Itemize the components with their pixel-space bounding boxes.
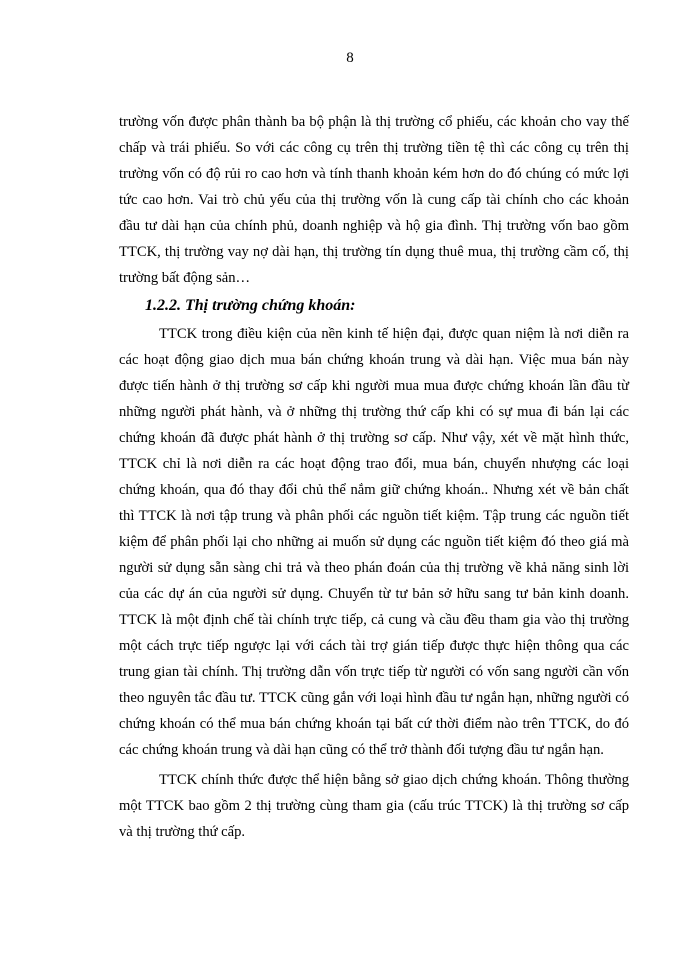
page-number: 8 [346, 50, 354, 66]
paragraph-stock-market-definition: TTCK trong điều kiện của nền kinh tế hiện đại, được quan niệm là nơi diễn ra các hoạt động giao dịch mua bán chứng khoán trung và dài hạn. Việc mua bán này được tiến hành ở thị trường sơ cấp khi người mua mua được chứng khoán lần đầu từ những người phát hành, và ở những thị trường thứ cấp khi có sự mua đi bán lại các chứng khoán đã được phát hành ở thị trường sơ cấp. Như vậy, xét về mặt hình thức, TTCK chỉ là nơi diễn ra các hoạt động trao đổi, mua bán, chuyển nhượng các loại chứng khoán, qua đó thay đổi chủ thể nắm giữ chứng khoán.. Nhưng xét về bản chất thì TTCK là nơi tập trung và phân phối các nguồn tiết kiệm. Tập trung các nguồn tiết kiệm để phân phối lại cho những ai muốn sử dụng các nguồn tiết kiệm đó theo giá mà người sử dụng sẵn sàng chi trả và theo phán đoán của thị trường về khả năng sinh lời của các dự án của người sử dụng. Chuyển từ tư bản sở hữu sang tư bản kinh doanh. TTCK là một định chế tài chính trực tiếp, cả cung và cầu đều tham gia vào thị trường một cách trực tiếp ngược lại với cách tài trợ gián tiếp được thực hiện thông qua các trung gian tài chính. Thị trường dẫn vốn trực tiếp từ người có vốn sang người cần vốn theo nguyên tắc đầu tư. TTCK cũng gắn với loại hình đầu tư ngắn hạn, những người có chứng khoán có thể mua bán chứng khoán tại bất cứ thời điểm nào trên TTCK, do đó các chứng khoán trung và dài hạn cũng có thể trở thành đối tượng đầu tư ngắn hạn. [119, 326, 629, 758]
paragraph-capital-market: trường vốn được phân thành ba bộ phận là thị trường cổ phiếu, các khoản cho vay thế chấp và trái phiếu. So với các công cụ trên thị trường tiền tệ thì các công cụ trên thị trường vốn có độ rủi ro cao hơn và tính thanh khoản kém hơn do đó chúng có mức lợi tức cao hơn. Vai trò chủ yếu của thị trường vốn là cung cấp tài chính cho các khoản đầu tư dài hạn của chính phủ, doanh nghiệp và hộ gia đình. Thị trường vốn bao gồm TTCK, thị trường vay nợ dài hạn, thị trường tín dụng thuê mua, thị trường cầm cố, thị trường bất động sản… [119, 114, 629, 286]
document-body [119, 109, 629, 845]
paragraph-stock-exchange: TTCK chính thức được thể hiện bằng sở giao dịch chứng khoán. Thông thường một TTCK bao gồm 2 thị trường cùng tham gia (cấu trúc TTCK) là thị trường sơ cấp và thị trường thứ cấp. [119, 772, 629, 840]
section-heading: 1.2.2. Thị trường chứng khoán: [145, 297, 356, 314]
